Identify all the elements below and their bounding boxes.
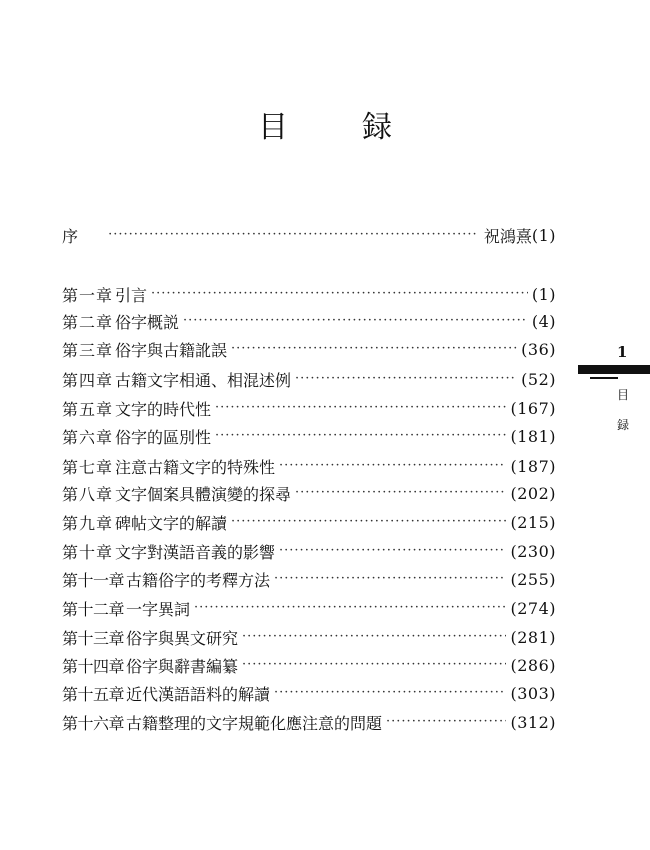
chapter-title: 古籍文字相通、相混述例: [115, 370, 292, 390]
dot-leader: [279, 539, 506, 563]
toc-entry[interactable]: [62, 337, 556, 361]
chapter-title: 古籍整理的文字規範化應注意的問題: [126, 713, 383, 733]
page-number: (36): [521, 339, 556, 359]
dot-leader: [215, 396, 506, 420]
dot-leader: [386, 710, 506, 734]
dot-leader: [183, 309, 528, 333]
page-number: (1): [531, 284, 556, 304]
chapter-number: 第十六章: [62, 713, 125, 733]
page-number: (4): [531, 311, 556, 331]
toc-entry[interactable]: [62, 367, 556, 391]
page-number: (187): [510, 456, 556, 476]
toc-entry[interactable]: [62, 596, 556, 620]
toc-entry[interactable]: [62, 309, 556, 333]
toc-entry[interactable]: [62, 424, 556, 448]
chapter-title: 近代漢語語料的解讀: [126, 684, 271, 704]
dot-leader: [295, 481, 506, 505]
toc-entry[interactable]: [62, 625, 556, 649]
chapter-number: 第十五章: [62, 684, 125, 704]
chapter-title: 碑帖文字的解讀: [115, 513, 228, 533]
chapter-number: 第十四章: [62, 656, 125, 676]
page-number: (312): [510, 712, 556, 732]
page-number: (167): [510, 398, 556, 418]
chapter-title: 俗字與古籍訛誤: [115, 340, 228, 360]
dot-leader: [274, 681, 506, 705]
dot-leader: [194, 596, 506, 620]
dot-leader: [215, 424, 506, 448]
page-number: (215): [510, 512, 556, 532]
chapter-title: 俗字與辭書編纂: [126, 656, 239, 676]
preface-label: 序: [62, 226, 80, 246]
page-number: (52): [521, 369, 556, 389]
chapter-title: 一字異詞: [126, 599, 191, 619]
chapter-number: 第八章: [62, 484, 114, 504]
toc-entry[interactable]: [62, 282, 556, 306]
chapter-title: 文字個案具體演變的探尋: [115, 484, 292, 504]
toc-entry[interactable]: [62, 510, 556, 534]
chapter-number: 第六章: [62, 427, 114, 447]
page-number: (274): [510, 598, 556, 618]
dot-leader: [108, 223, 478, 247]
chapter-number: 第三章: [62, 340, 114, 360]
chapter-number: 第七章: [62, 457, 114, 477]
chapter-title: 注意古籍文字的特殊性: [115, 457, 276, 477]
chapter-title: 俗字概説: [115, 312, 180, 332]
toc-entry[interactable]: [62, 710, 556, 734]
toc-entry[interactable]: [62, 396, 556, 420]
page-title: 目 録: [258, 110, 414, 145]
toc-entry[interactable]: [62, 567, 556, 591]
chapter-number: 第九章: [62, 513, 114, 533]
chapter-title: 俗字的區別性: [115, 427, 212, 447]
side-tab-bar: [578, 365, 650, 374]
chapter-number: 第一章: [62, 285, 114, 305]
page-number: (230): [510, 541, 556, 561]
side-page-number: 1: [617, 343, 628, 361]
toc-entry[interactable]: [62, 454, 556, 478]
page-number: (181): [510, 426, 556, 446]
chapter-title: 古籍俗字的考釋方法: [126, 570, 271, 590]
page-number: (281): [510, 627, 556, 647]
toc-entry[interactable]: [62, 653, 556, 677]
dot-leader: [295, 367, 517, 391]
chapter-number: 第五章: [62, 399, 114, 419]
dot-leader: [151, 282, 528, 306]
toc-entry[interactable]: [62, 539, 556, 563]
toc-entry-preface[interactable]: [62, 223, 556, 247]
side-tab-rule: [590, 377, 618, 379]
chapter-title: 文字對漢語音義的影響: [115, 542, 276, 562]
dot-leader: [242, 625, 506, 649]
dot-leader: [231, 337, 517, 361]
page-number: (255): [510, 569, 556, 589]
page-number: (1): [531, 225, 556, 245]
dot-leader: [242, 653, 506, 677]
chapter-title: 文字的時代性: [115, 399, 212, 419]
toc-entry[interactable]: [62, 681, 556, 705]
chapter-number: 第二章: [62, 312, 114, 332]
chapter-number: 第四章: [62, 370, 114, 390]
preface-author: 祝鴻熹: [483, 226, 532, 246]
dot-leader: [279, 454, 506, 478]
page-number: (303): [510, 683, 556, 703]
chapter-title: 俗字與異文研究: [126, 628, 239, 648]
side-tab-label: 目録: [616, 388, 629, 432]
page-number: (286): [510, 655, 556, 675]
chapter-number: 第十三章: [62, 628, 125, 648]
dot-leader: [274, 567, 506, 591]
chapter-title: 引言: [115, 285, 148, 305]
chapter-number: 第十一章: [62, 570, 125, 590]
chapter-number: 第十二章: [62, 599, 125, 619]
chapter-number: 第十章: [62, 542, 114, 562]
page-number: (202): [510, 483, 556, 503]
toc-entry[interactable]: [62, 481, 556, 505]
dot-leader: [231, 510, 506, 534]
